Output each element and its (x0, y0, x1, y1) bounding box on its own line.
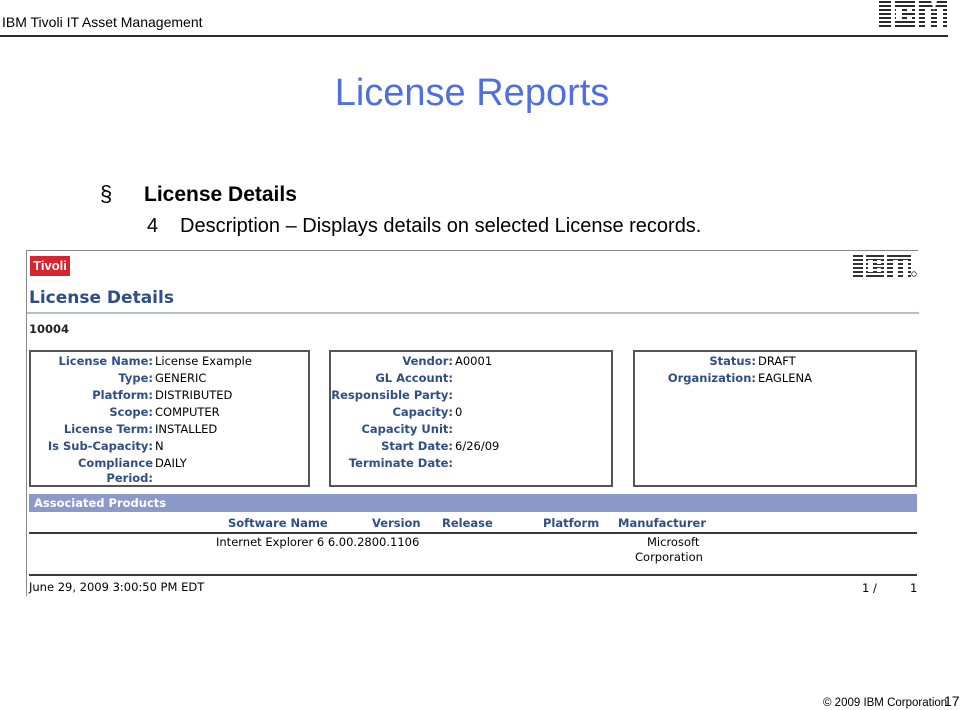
field-label: Capacity: (392, 405, 453, 419)
bullet-description (147, 215, 701, 238)
field-value: DISTRIBUTED (155, 388, 233, 402)
ibm-logo (853, 255, 917, 277)
bullet-license-details (100, 181, 297, 207)
product-software-name: Internet Explorer 6 6.00.2800.1106 (216, 535, 420, 549)
column-release: Release (442, 516, 493, 530)
field-value: INSTALLED (155, 422, 218, 436)
field-label: Platform: (92, 388, 153, 402)
vendor-info-panel (329, 350, 613, 487)
field-label: Compliance (77, 456, 153, 470)
bullet-text: License Details (144, 183, 297, 206)
sub-bullet-symbol: 4 (147, 215, 159, 237)
field-value: DAILY (155, 456, 187, 470)
record-id: 10004 (29, 322, 70, 336)
field-value: 0 (455, 405, 463, 419)
field-value: 6/26/09 (455, 439, 500, 453)
field-label: Responsible Party: (331, 388, 453, 402)
tivoli-logo: Tivoli (30, 256, 70, 276)
field-label: Vendor: (402, 354, 453, 368)
products-header-rule (29, 532, 917, 534)
field-label: Is Sub-Capacity: (47, 439, 153, 453)
manufacturer-line: Microsoft (647, 535, 700, 549)
report-footer-rule (29, 574, 917, 576)
field-label: Status: (709, 354, 756, 368)
report-screenshot (26, 250, 918, 596)
field-label: Start Date: (381, 439, 453, 453)
field-value: N (155, 439, 164, 453)
field-label: Organization: (667, 371, 756, 385)
report-title: License Details (29, 288, 174, 308)
field-label: Type: (118, 371, 153, 385)
field-label: Scope: (109, 405, 153, 419)
status-info-panel (633, 350, 917, 487)
copyright: © 2009 IBM Corporation (823, 697, 948, 709)
column-version: Version (372, 516, 421, 530)
report-page: 1 / (862, 581, 877, 595)
field-value: A0001 (455, 354, 493, 368)
column-platform: Platform (543, 516, 600, 530)
header-rule (0, 35, 948, 37)
field-label: License Term: (63, 422, 153, 436)
field-value: GENERIC (155, 371, 207, 385)
field-label: Terminate Date: (348, 456, 453, 470)
ibm-logo (879, 1, 947, 27)
product-manufacturer (647, 535, 699, 550)
associated-products-header: Associated Products (29, 494, 917, 512)
bullet-symbol: § (100, 181, 113, 206)
license-info-panel (29, 350, 310, 487)
field-label: Capacity Unit: (361, 422, 453, 436)
field-value: EAGLENA (758, 371, 812, 385)
product-manufacturer-line2: Corporation (635, 550, 703, 564)
column-software-name: Software Name (228, 516, 328, 530)
field-value: DRAFT (758, 354, 796, 368)
field-label: Period: (106, 471, 153, 485)
slide-title: License Reports (334, 72, 610, 114)
sub-bullet-text: Description – Displays details on selected License records. (180, 215, 702, 237)
field-label: License Name: (58, 354, 153, 368)
field-value: License Example (155, 354, 252, 368)
field-value: COMPUTER (155, 405, 220, 419)
report-page-total: 1 (910, 581, 918, 595)
column-manufacturer: Manufacturer (618, 516, 706, 530)
field-label: GL Account: (375, 371, 453, 385)
page-number: 17 (944, 693, 960, 709)
header-title: IBM Tivoli IT Asset Management (2, 14, 203, 30)
report-timestamp: June 29, 2009 3:00:50 PM EDT (29, 580, 205, 594)
report-title-rule (27, 312, 919, 314)
